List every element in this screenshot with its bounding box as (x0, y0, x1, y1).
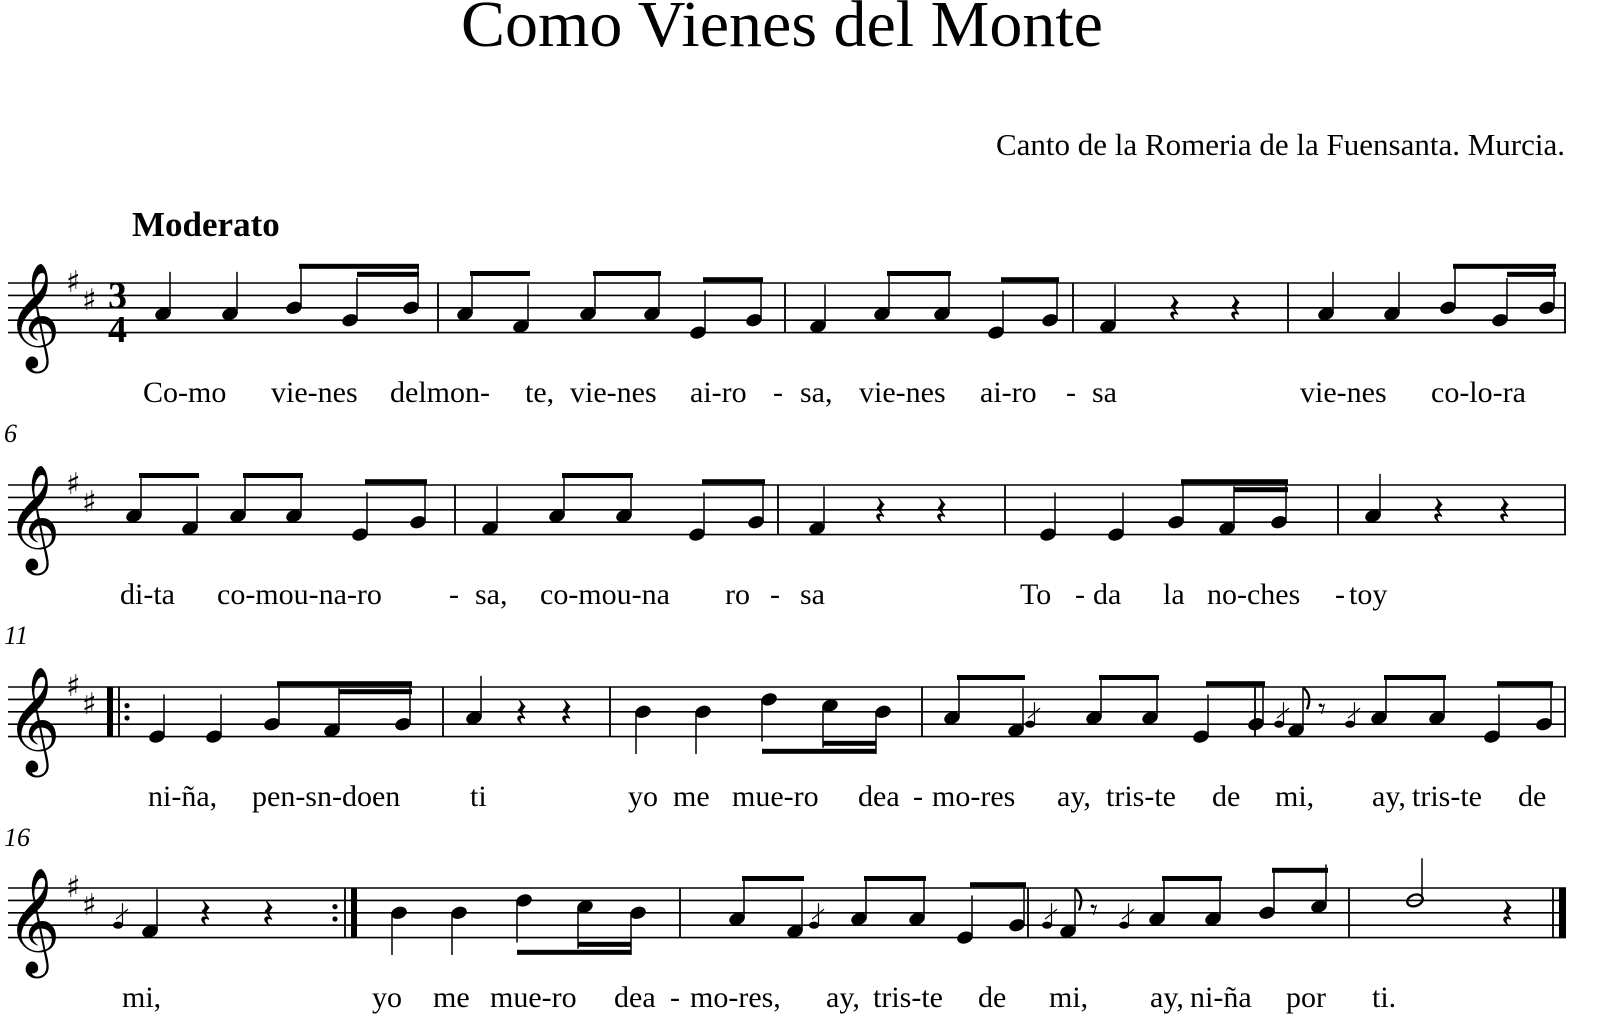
grace-note (809, 922, 819, 929)
lyric-syllable: yo (372, 981, 402, 1014)
beam (1181, 479, 1288, 484)
beam (339, 689, 412, 694)
lyric-syllable: To (1020, 578, 1052, 611)
lyric-syllable: co-mou-na-ro (217, 578, 382, 611)
beam (703, 277, 763, 282)
lyric-syllable: vie-nes (1300, 376, 1387, 409)
beam (823, 741, 876, 746)
grace-note (1119, 922, 1129, 929)
lyric-syllable: mi, (122, 981, 162, 1014)
lyric-syllable: ai-ro (980, 376, 1037, 409)
score-title: Como Vienes del Monte (461, 0, 1103, 61)
lyric-syllable: me (673, 780, 710, 813)
eighth-flag (1303, 687, 1309, 709)
lyric-syllable: delmon- (390, 376, 490, 409)
beam (365, 479, 427, 484)
grace-note (1042, 922, 1052, 929)
quarter-rest-icon: 𝄽 (1501, 891, 1514, 938)
grace-note (113, 922, 123, 929)
lyric-syllable: por (1286, 981, 1326, 1014)
beam (742, 876, 804, 881)
measure-number: 11 (4, 621, 29, 650)
beam (1272, 868, 1328, 873)
lyric-syllable: vie-nes (859, 376, 946, 409)
sharp-icon: ♯ (66, 265, 81, 300)
beam (1234, 487, 1288, 492)
lyric-syllable: de (1212, 780, 1241, 813)
repeat-start-barline (107, 687, 113, 737)
staff-lines (6, 262, 1566, 979)
lyric-syllable: yo (628, 780, 658, 813)
repeat-dot (124, 715, 129, 720)
lyric-syllable: dea (614, 981, 656, 1014)
sharp-icon: ♯ (82, 283, 97, 318)
lyric-syllable: de (978, 981, 1007, 1014)
sharp-icon: ♯ (66, 669, 81, 704)
beam (1453, 264, 1556, 269)
lyric-syllable: - (1335, 578, 1345, 611)
lyric-syllable: mi, (1049, 981, 1089, 1014)
lyric-syllable: co-lo-ra (1431, 376, 1526, 409)
quarter-rest-icon: 𝄽 (1168, 286, 1181, 333)
sharp-icon: ♯ (82, 485, 97, 520)
lyric-syllable: te, (525, 376, 555, 409)
lyric-syllable: - (1075, 578, 1085, 611)
lyric-syllable: ti. (1372, 981, 1397, 1014)
tempo-marking: Moderato (132, 205, 280, 244)
lyric-syllable: di-ta (120, 578, 175, 611)
beam (1206, 681, 1265, 686)
lyric-syllable: - (1066, 376, 1076, 409)
beam (299, 264, 419, 269)
sharp-icon: ♯ (66, 467, 81, 502)
measure-number: 6 (4, 419, 17, 448)
lyric-syllable: mo-res, (690, 981, 781, 1014)
score-subtitle: Canto de la Romeria de la Fuensanta. Murcia. (995, 127, 1565, 162)
lyric-syllable: mue-ro (490, 981, 577, 1014)
beam (1507, 272, 1556, 277)
lyrics-line-2 (120, 578, 1387, 611)
lyrics-line-1 (143, 376, 1526, 409)
lyric-syllable: mo-res (932, 780, 1016, 813)
lyric-syllable: de (1518, 780, 1547, 813)
lyric-syllable: mi, (1275, 780, 1315, 813)
eighth-flag (1075, 888, 1081, 910)
treble-clef-icon: 𝄞 (6, 866, 61, 974)
lyric-syllable: tris-te (1106, 780, 1176, 813)
lyric-syllable: sa, (475, 578, 508, 611)
repeat-dot (332, 904, 337, 909)
beam (1001, 277, 1059, 282)
beam (887, 271, 951, 276)
treble-clef-icon: 𝄞 (6, 463, 61, 571)
lyric-syllable: Co-mo (143, 376, 227, 409)
lyric-syllable: dea (858, 780, 900, 813)
measure-number: 16 (4, 823, 30, 852)
lyric-syllable: ro (725, 578, 750, 611)
quarter-rest-icon: 𝄽 (1229, 286, 1242, 333)
lyric-syllable: - (913, 780, 923, 813)
repeat-dot (124, 703, 129, 708)
beam (517, 950, 631, 955)
lyric-syllable: co-mou-na (540, 578, 670, 611)
sharp-icon: ♯ (82, 888, 97, 923)
lyric-syllable: tris-te (873, 981, 943, 1014)
quarter-rest-icon: 𝄽 (874, 488, 887, 535)
lyric-syllable: la (1163, 578, 1185, 611)
lyric-syllable: vie-nes (271, 376, 358, 409)
lyric-syllable: no-ches (1207, 578, 1301, 611)
lyric-syllable: - (770, 578, 780, 611)
treble-clef-icon: 𝄞 (6, 261, 61, 369)
lyric-syllable: ay, (1372, 780, 1406, 813)
lyric-syllable: - (670, 981, 680, 1014)
beam (277, 681, 412, 686)
grace-note (1025, 721, 1035, 728)
final-barline (1559, 888, 1566, 938)
beam (762, 749, 876, 754)
beam (357, 272, 419, 277)
lyric-syllable: mue-ro (732, 780, 819, 813)
quarter-rest-icon: 𝄽 (935, 488, 948, 535)
quarter-rest-icon: 𝄽 (199, 891, 212, 938)
beam (593, 271, 661, 276)
beam (1099, 675, 1159, 680)
lyrics-line-3 (148, 780, 1546, 813)
lyric-syllable: sa, (800, 376, 833, 409)
lyrics-line-4 (122, 981, 1396, 1014)
quarter-rest-icon: 𝄽 (1498, 488, 1511, 535)
beam (578, 942, 631, 947)
beam (702, 479, 765, 484)
time-signature-top: 3 (108, 275, 127, 317)
beam (957, 675, 1025, 680)
sharp-icon: ♯ (82, 687, 97, 722)
lyric-syllable: me (433, 981, 470, 1014)
lyric-syllable: - (449, 578, 459, 611)
lyric-syllable: - (773, 376, 783, 409)
lyric-syllable: ay, (1057, 780, 1091, 813)
time-signature-bottom: 4 (108, 309, 127, 351)
lyric-syllable: toy (1349, 578, 1388, 611)
beam (243, 473, 303, 478)
quarter-rest-icon: 𝄽 (1432, 488, 1445, 535)
quarter-rest-icon: 𝄽 (560, 690, 573, 737)
lyric-syllable: ni-ña, (148, 780, 218, 813)
lyric-syllable: vie-nes (570, 376, 657, 409)
beam (139, 473, 199, 478)
lyric-syllable: sa (1092, 376, 1117, 409)
repeat-end-barline (351, 888, 357, 938)
lyric-syllable: da (1093, 578, 1122, 611)
quarter-rest-icon: 𝄽 (515, 690, 528, 737)
lyric-syllable: ni-ña (1190, 981, 1252, 1014)
beam (970, 882, 1026, 887)
lyric-syllable: ay, (1150, 981, 1184, 1014)
grace-note (1274, 721, 1284, 728)
beam (864, 876, 926, 881)
repeat-dot (332, 916, 337, 921)
beam (562, 473, 633, 478)
treble-clef-icon: 𝄞 (6, 665, 61, 773)
quarter-rest-icon: 𝄽 (262, 891, 275, 938)
sharp-icon: ♯ (66, 870, 81, 905)
lyric-syllable: tris-te (1412, 780, 1482, 813)
beam (470, 271, 530, 276)
beam (1384, 675, 1446, 680)
lyric-syllable: ay, (826, 981, 860, 1014)
eighth-rest-icon: 𝄾 (1090, 893, 1098, 929)
lyric-syllable: ai-ro (690, 376, 747, 409)
lyric-syllable: pen-sn-doen (252, 780, 401, 813)
beam (1497, 681, 1553, 686)
lyric-syllable: ti (470, 780, 487, 813)
grace-note (1345, 721, 1355, 728)
lyric-syllable: sa (800, 578, 825, 611)
eighth-rest-icon: 𝄾 (1318, 692, 1326, 728)
beam (1162, 876, 1222, 881)
